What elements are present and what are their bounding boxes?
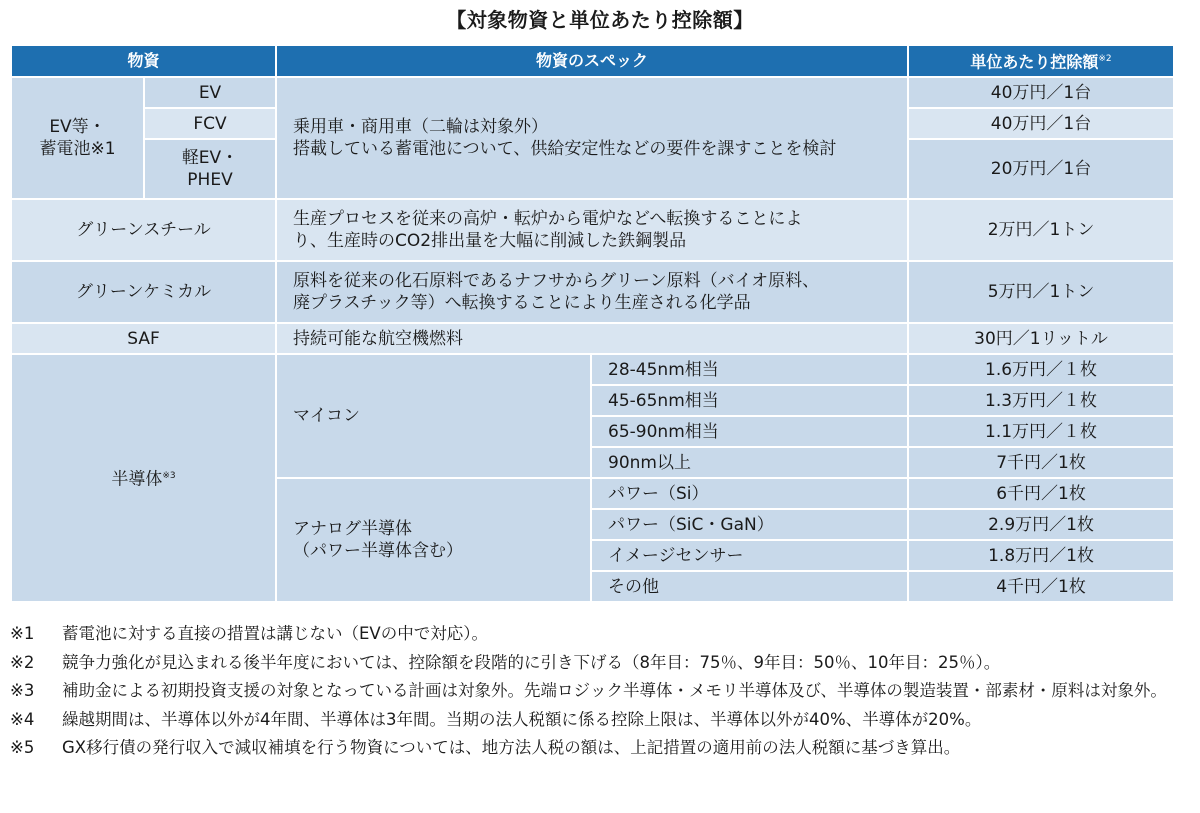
ev-spec: [276, 77, 908, 199]
analog-spec: イメージセンサー: [591, 540, 908, 571]
chemical-spec-line2: 廃プラスチック等）へ転換することにより生産される化学品: [293, 293, 751, 313]
chemical-spec: [276, 261, 908, 323]
footnote-number: ※4: [10, 709, 35, 729]
header-deduction-note: ※2: [1098, 54, 1112, 65]
footnote-number: ※2: [10, 652, 35, 672]
analog-label: [276, 478, 591, 602]
footnote: [10, 620, 1190, 649]
ev-spec-line2: 搭載している蓄電池について、供給安定性などの要件を課すことを検討: [293, 139, 837, 159]
page-title: 【対象物資と単位あたり控除額】: [446, 8, 754, 32]
steel-name: グリーンスチール: [11, 199, 276, 261]
semiconductor-label: 半導体: [111, 469, 163, 490]
kei-ev-name-line1: 軽EV・: [181, 148, 239, 168]
footnote: [10, 649, 1190, 678]
microcontroller-label: マイコン: [276, 354, 591, 478]
saf-value: 30円／1リットル: [908, 323, 1174, 354]
header-deduction: [908, 45, 1174, 77]
table-header-row: [11, 45, 1174, 77]
footnote: [10, 677, 1190, 706]
ev-group-label-line2: 蓄電池※1: [39, 139, 116, 159]
footnote-number: ※5: [10, 738, 35, 757]
ev-group-label: [11, 77, 144, 199]
analog-label-line2: （パワー半導体含む）: [293, 541, 464, 561]
analog-value: 1.8万円／1枚: [908, 540, 1174, 571]
chemical-spec-line1: 原料を従来の化石原料であるナフサからグリーン原料（バイオ原料、: [293, 271, 820, 291]
footnote-text: 競争力強化が見込まれる後半年度においては、控除額を段階的に引き下げる（8年目：75％、9年目：50％、10年目：25％）。: [62, 652, 1001, 672]
header-deduction-label: 単位あたり控除額: [970, 52, 1099, 72]
ev-value: 40万円／1台: [908, 77, 1174, 108]
footnote: [10, 706, 1190, 735]
semiconductor-name: [11, 354, 276, 602]
footnotes: [10, 620, 1190, 763]
footnote: [10, 734, 1190, 763]
analog-spec: パワー（SiC・GaN）: [591, 509, 908, 540]
table-row: [11, 77, 1174, 108]
header-material: 物資: [11, 45, 276, 77]
analog-value: 2.9万円／1枚: [908, 509, 1174, 540]
mcu-value: 1.3万円／１枚: [908, 385, 1174, 416]
analog-spec: パワー（Si）: [591, 478, 908, 509]
mcu-spec: 28-45nm相当: [591, 354, 908, 385]
ev-spec-line1: 乗用車・商用車（二輪は対象外）: [293, 117, 549, 137]
mcu-spec: 90nm以上: [591, 447, 908, 478]
table-row: [11, 199, 1174, 261]
chemical-value: 5万円／1トン: [908, 261, 1174, 323]
kei-ev-name-line2: PHEV: [187, 170, 233, 190]
steel-spec: [276, 199, 908, 261]
mcu-value: 1.1万円／１枚: [908, 416, 1174, 447]
ev-group-label-line1: EV等・: [49, 117, 106, 137]
mcu-spec: 45-65nm相当: [591, 385, 908, 416]
mcu-spec: 65-90nm相当: [591, 416, 908, 447]
steel-value: 2万円／1トン: [908, 199, 1174, 261]
mcu-value: 1.6万円／１枚: [908, 354, 1174, 385]
analog-label-line1: アナログ半導体: [293, 519, 413, 539]
footnote-text: 繰越期間は、半導体以外が4年間、半導体は3年間。当期の法人税額に係る控除上限は、半導体以外が40%、半導体が20%。: [62, 709, 982, 729]
steel-spec-line1: 生産プロセスを従来の高炉・転炉から電炉などへ転換することによ: [293, 209, 803, 229]
fcv-value: 40万円／1台: [908, 108, 1174, 139]
header-spec: 物資のスペック: [276, 45, 908, 77]
footnote-text: GX移行債の発行収入で減収補填を行う物資については、地方法人税の額は、上記措置の適用前の法人税額に基づき算出。: [62, 738, 961, 757]
mcu-value: 7千円／1枚: [908, 447, 1174, 478]
footnote-number: ※3: [10, 681, 35, 700]
table-row: [11, 261, 1174, 323]
steel-spec-line2: り、生産時のCO2排出量を大幅に削減した鉄鋼製品: [293, 231, 687, 251]
kei-ev-value: 20万円／1台: [908, 139, 1174, 199]
semiconductor-note: ※3: [162, 471, 176, 482]
ev-item-name: EV: [144, 77, 276, 108]
chemical-name: グリーンケミカル: [11, 261, 276, 323]
kei-ev-item-name: [144, 139, 276, 199]
table-row: [11, 354, 1174, 385]
saf-spec: 持続可能な航空機燃料: [276, 323, 908, 354]
footnote-number: ※1: [10, 624, 35, 643]
analog-spec: その他: [591, 571, 908, 602]
fcv-item-name: FCV: [144, 108, 276, 139]
analog-value: 4千円／1枚: [908, 571, 1174, 602]
table-row: [11, 323, 1174, 354]
analog-value: 6千円／1枚: [908, 478, 1174, 509]
footnote-text: 蓄電池に対する直接の措置は講じない（EVの中で対応）。: [62, 624, 488, 643]
deduction-table: [10, 44, 1175, 603]
footnote-text: 補助金による初期投資支援の対象となっている計画は対象外。先端ロジック半導体・メモリ半導体及び、半導体の製造装置・部素材・原料は対象外。: [62, 681, 1167, 700]
saf-name: SAF: [11, 323, 276, 354]
